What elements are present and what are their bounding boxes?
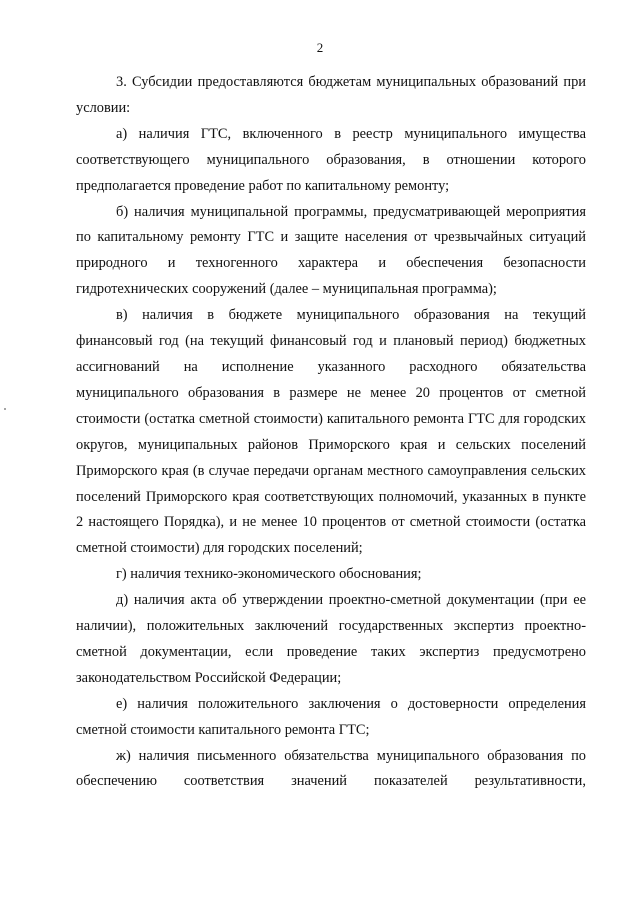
paragraph-v: в) наличия в бюджете муниципального образования на текущий финансовый год (на текущий финансовый год и плановый период) бюджетных ассигнований на исполнение указанного расходного обязательства муниципального образования в размере не менее 20 процентов от сметной стоимости (остатка сметной стоимости) капитального ремонта ГТС для городских округов, муниципальных районов Приморского края и сельских поселений Приморского края (в случае передачи органам местного самоуправления сельских поселений Приморского края соответствующих полномочий, указанных в пункте 2 настоящего Порядка), и не менее 10 процентов от сметной стоимости (остатка сметной стоимости) для городских поселений;	[76, 307, 586, 557]
paragraph-b: б) наличия муниципальной программы, предусматривающей мероприятия по капитальному ремонту ГТС и защите населения от чрезвычайных ситуаций природного и техногенного характера и обеспечения безопасности гидротехнических сооружений (далее – муниципальная программа);	[76, 203, 586, 298]
paragraph-e: е) наличия положительного заключения о достоверности определения сметной стоимости капитального ремонта ГТС;	[76, 695, 586, 738]
paragraph-zh: ж) наличия письменного обязательства муниципального образования по обеспечению соответствия значений показателей результативности,	[76, 747, 586, 790]
page-number: 2	[316, 40, 324, 55]
paragraph-a: а) наличия ГТС, включенного в реестр муниципального имущества соответствующего муниципального образования, в отношении которого предполагается проведение работ по капитальному ремонту;	[76, 125, 586, 194]
document-body	[76, 70, 586, 795]
scan-speck	[4, 408, 6, 410]
paragraph-g: г) наличия технико-экономического обоснования;	[116, 566, 422, 583]
paragraph-d: д) наличия акта об утверждении проектно-сметной документации (при ее наличии), положительных заключений государственных экспертиз проектно-сметной документации, если проведение таких экспертиз предусмотрено законодательством Российской Федерации;	[76, 592, 586, 686]
paragraph-3: 3. Субсидии предоставляются бюджетам муниципальных образований при условии:	[76, 74, 586, 116]
